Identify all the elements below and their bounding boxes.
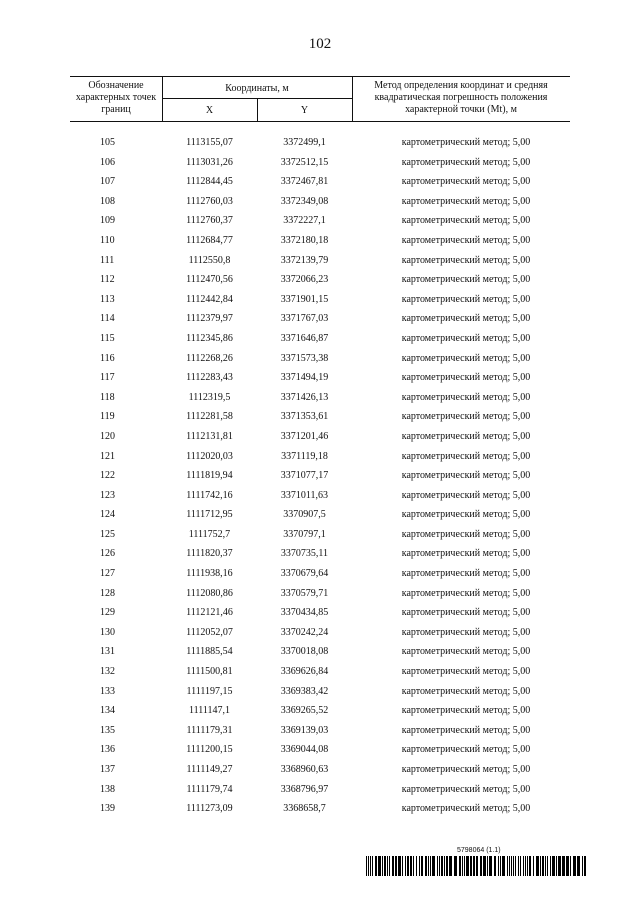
coord-x: 1112844,45 bbox=[186, 176, 233, 188]
coord-y: 3368960,63 bbox=[280, 764, 329, 775]
coord-y: 3370735,11 bbox=[280, 548, 329, 560]
method: картометрический метод; 5,00 bbox=[401, 803, 531, 815]
coord-x: 1112319,5 bbox=[188, 391, 231, 403]
coord-y: 3369139,03 bbox=[280, 724, 329, 736]
method: картометрический метод; 5,00 bbox=[401, 450, 531, 462]
table-row bbox=[70, 212, 570, 232]
coord-x: 1112684,77 bbox=[186, 234, 233, 246]
coord-y: 3370907,5 bbox=[283, 509, 326, 521]
coord-x: 1112345,86 bbox=[186, 332, 233, 344]
coord-x: 1112268,26 bbox=[186, 352, 233, 364]
method: картометрический метод; 5,00 bbox=[401, 764, 531, 775]
coord-y: 3371767,03 bbox=[280, 313, 329, 325]
table-row bbox=[70, 604, 570, 624]
table-row bbox=[70, 350, 570, 370]
table-row bbox=[70, 761, 570, 781]
coord-x: 1111742,16 bbox=[186, 489, 233, 501]
method: картометрический метод; 5,00 bbox=[401, 254, 531, 266]
table-row bbox=[70, 467, 570, 487]
method: картометрический метод; 5,00 bbox=[401, 234, 531, 246]
point-id: 123 bbox=[100, 489, 115, 501]
coord-x: 1111200,15 bbox=[186, 744, 233, 756]
coord-y: 3370434,85 bbox=[280, 607, 329, 619]
coord-x: 1111820,37 bbox=[186, 548, 233, 560]
coord-y: 3370018,08 bbox=[280, 646, 329, 658]
point-id: 124 bbox=[100, 509, 115, 521]
method: картометрический метод; 5,00 bbox=[401, 274, 531, 286]
table-row bbox=[70, 291, 570, 311]
method: картометрический метод; 5,00 bbox=[401, 195, 531, 207]
point-id: 132 bbox=[100, 666, 115, 678]
coord-x: 1111819,94 bbox=[186, 470, 233, 482]
coord-y: 3372180,18 bbox=[280, 234, 329, 246]
table-row bbox=[70, 585, 570, 605]
coord-x: 1112020,03 bbox=[186, 450, 233, 462]
point-id: 135 bbox=[100, 724, 115, 736]
table-row bbox=[70, 173, 570, 193]
table-row bbox=[70, 702, 570, 722]
coord-y: 3372227,1 bbox=[283, 215, 326, 227]
method: картометрический метод; 5,00 bbox=[401, 176, 531, 188]
coord-y: 3371077,17 bbox=[280, 470, 329, 482]
coord-x: 1111197,15 bbox=[186, 685, 233, 697]
table-row bbox=[70, 781, 570, 801]
table-row bbox=[70, 389, 570, 409]
header-point: Обозначение характерных точек границ bbox=[75, 80, 157, 115]
coord-y: 3369044,08 bbox=[280, 744, 329, 756]
coord-x: 1111149,27 bbox=[186, 764, 233, 775]
table-row bbox=[70, 134, 570, 154]
method: картометрический метод; 5,00 bbox=[401, 470, 531, 482]
table-row bbox=[70, 683, 570, 703]
coord-x: 1112052,07 bbox=[186, 626, 233, 638]
coord-x: 1112281,58 bbox=[186, 411, 233, 423]
table-row bbox=[70, 741, 570, 761]
coord-y: 3372349,08 bbox=[280, 195, 329, 207]
table-row bbox=[70, 643, 570, 663]
coord-y: 3369265,52 bbox=[280, 705, 329, 717]
table-row bbox=[70, 565, 570, 585]
method: картометрический метод; 5,00 bbox=[401, 489, 531, 501]
barcode-icon bbox=[366, 856, 588, 876]
coord-y: 3371901,15 bbox=[280, 293, 329, 305]
method: картометрический метод; 5,00 bbox=[401, 430, 531, 442]
coord-y: 3368658,7 bbox=[283, 803, 326, 815]
method: картометрический метод; 5,00 bbox=[401, 391, 531, 403]
coord-y: 3369626,84 bbox=[280, 666, 329, 678]
header-method: Метод определения координат и средняя квадратическая погрешность положения характерной точки (Mt), м bbox=[374, 80, 548, 115]
table-row bbox=[70, 448, 570, 468]
coord-x: 1111938,16 bbox=[186, 568, 233, 580]
table-row bbox=[70, 330, 570, 350]
header-coords: Координаты, м bbox=[225, 83, 289, 94]
method: картометрический метод; 5,00 bbox=[401, 705, 531, 717]
point-id: 119 bbox=[100, 411, 115, 423]
coord-y: 3372512,15 bbox=[280, 156, 329, 168]
coord-y: 3372066,23 bbox=[280, 274, 329, 286]
point-id: 122 bbox=[100, 470, 115, 482]
method: картометрический метод; 5,00 bbox=[401, 607, 531, 619]
point-id: 114 bbox=[100, 313, 115, 325]
coord-x: 1111885,54 bbox=[186, 646, 233, 658]
coord-y: 3371353,61 bbox=[280, 411, 329, 423]
coord-x: 1111273,09 bbox=[186, 803, 233, 815]
table-row bbox=[70, 369, 570, 389]
point-id: 129 bbox=[100, 607, 115, 619]
coord-y: 3371011,63 bbox=[280, 489, 329, 501]
point-id: 136 bbox=[100, 744, 115, 756]
table-header bbox=[70, 76, 570, 122]
coord-x: 1112470,56 bbox=[186, 274, 233, 286]
method: картометрический метод; 5,00 bbox=[401, 626, 531, 638]
point-id: 110 bbox=[100, 234, 115, 246]
table-row bbox=[70, 271, 570, 291]
point-id: 125 bbox=[100, 528, 115, 540]
point-id: 109 bbox=[100, 215, 115, 227]
point-id: 127 bbox=[100, 568, 115, 580]
header-top-rule bbox=[70, 76, 570, 77]
coord-y: 3370797,1 bbox=[283, 528, 326, 540]
method: картометрический метод; 5,00 bbox=[401, 646, 531, 658]
table-row bbox=[70, 193, 570, 213]
point-id: 112 bbox=[100, 274, 115, 286]
point-id: 118 bbox=[100, 391, 115, 403]
table-row bbox=[70, 624, 570, 644]
table-row bbox=[70, 252, 570, 272]
point-id: 105 bbox=[100, 137, 115, 148]
page-number: 102 bbox=[308, 36, 332, 52]
method: картометрический метод; 5,00 bbox=[401, 783, 531, 795]
coord-x: 1112080,86 bbox=[186, 587, 233, 599]
point-id: 115 bbox=[100, 332, 115, 344]
method: картометрический метод; 5,00 bbox=[401, 332, 531, 344]
point-id: 138 bbox=[100, 783, 115, 795]
method: картометрический метод; 5,00 bbox=[401, 372, 531, 384]
coord-x: 1112442,84 bbox=[186, 293, 233, 305]
point-id: 131 bbox=[100, 646, 115, 658]
method: картометрический метод; 5,00 bbox=[401, 568, 531, 580]
method: картометрический метод; 5,00 bbox=[401, 587, 531, 599]
method: картометрический метод; 5,00 bbox=[401, 685, 531, 697]
coord-x: 1112760,37 bbox=[186, 215, 233, 227]
point-id: 113 bbox=[100, 293, 115, 305]
method: картометрический метод; 5,00 bbox=[401, 411, 531, 423]
coord-x: 1111712,95 bbox=[186, 509, 233, 521]
point-id: 137 bbox=[100, 764, 115, 775]
coord-y: 3371426,13 bbox=[280, 391, 329, 403]
table-row bbox=[70, 663, 570, 683]
header-coords-rule bbox=[162, 98, 352, 99]
coord-y: 3371646,87 bbox=[280, 332, 329, 344]
coord-x: 1112379,97 bbox=[186, 313, 233, 325]
point-id: 116 bbox=[100, 352, 115, 364]
method: картометрический метод; 5,00 bbox=[401, 352, 531, 364]
method: картометрический метод; 5,00 bbox=[401, 313, 531, 325]
coord-x: 1111179,31 bbox=[186, 724, 233, 736]
point-id: 121 bbox=[100, 450, 115, 462]
header-y: Y bbox=[300, 105, 309, 116]
table-row bbox=[70, 428, 570, 448]
coord-y: 3371494,19 bbox=[280, 372, 329, 384]
coord-x: 1112121,46 bbox=[186, 607, 233, 619]
method: картометрический метод; 5,00 bbox=[401, 293, 531, 305]
coord-x: 1111147,1 bbox=[188, 705, 230, 717]
point-id: 133 bbox=[100, 685, 115, 697]
method: картометрический метод; 5,00 bbox=[401, 724, 531, 736]
table-row bbox=[70, 545, 570, 565]
point-id: 107 bbox=[100, 176, 115, 188]
point-id: 139 bbox=[100, 803, 115, 815]
table-row bbox=[70, 506, 570, 526]
coord-y: 3371119,18 bbox=[281, 450, 328, 462]
point-id: 128 bbox=[100, 587, 115, 599]
coord-x: 1113155,07 bbox=[186, 137, 233, 148]
table-row bbox=[70, 310, 570, 330]
coord-y: 3370579,71 bbox=[280, 587, 329, 599]
coord-x: 1112760,03 bbox=[186, 195, 233, 207]
header-bottom-rule bbox=[70, 121, 570, 122]
point-id: 126 bbox=[100, 548, 115, 560]
table-row bbox=[70, 800, 570, 820]
table-row bbox=[70, 487, 570, 507]
point-id: 106 bbox=[100, 156, 115, 168]
document-code: 5798064 (1.1) bbox=[457, 847, 501, 854]
table-row bbox=[70, 154, 570, 174]
method: картометрический метод; 5,00 bbox=[401, 156, 531, 168]
method: картометрический метод; 5,00 bbox=[401, 744, 531, 756]
coord-y: 3372467,81 bbox=[280, 176, 329, 188]
coord-x: 1113031,26 bbox=[186, 156, 233, 168]
table-row bbox=[70, 526, 570, 546]
coord-y: 3372139,79 bbox=[280, 254, 329, 266]
method: картометрический метод; 5,00 bbox=[401, 215, 531, 227]
coord-x: 1112283,43 bbox=[186, 372, 233, 384]
coord-x: 1111179,74 bbox=[186, 783, 233, 795]
method: картометрический метод; 5,00 bbox=[401, 509, 531, 521]
coord-x: 1111752,7 bbox=[188, 528, 231, 540]
method: картометрический метод; 5,00 bbox=[401, 528, 531, 540]
coord-y: 3369383,42 bbox=[280, 685, 329, 697]
coord-y: 3371201,46 bbox=[280, 430, 329, 442]
coord-y: 3368796,97 bbox=[280, 783, 329, 795]
coord-x: 1112131,81 bbox=[186, 430, 233, 442]
coord-y: 3371573,38 bbox=[280, 352, 329, 364]
coord-x: 1112550,8 bbox=[188, 254, 231, 266]
point-id: 134 bbox=[100, 705, 115, 717]
coord-y: 3370242,24 bbox=[280, 626, 329, 638]
point-id: 108 bbox=[100, 195, 115, 207]
table-row bbox=[70, 232, 570, 252]
table-row bbox=[70, 722, 570, 742]
coord-y: 3370679,64 bbox=[280, 568, 329, 580]
method: картометрический метод; 5,00 bbox=[401, 137, 531, 148]
header-x: X bbox=[205, 105, 214, 116]
method: картометрический метод; 5,00 bbox=[401, 666, 531, 678]
method: картометрический метод; 5,00 bbox=[401, 548, 531, 560]
coord-y: 3372499,1 bbox=[283, 137, 326, 148]
point-id: 111 bbox=[100, 254, 115, 266]
table-row bbox=[70, 408, 570, 428]
point-id: 117 bbox=[100, 372, 115, 384]
table-body bbox=[70, 134, 570, 820]
point-id: 130 bbox=[100, 626, 115, 638]
point-id: 120 bbox=[100, 430, 115, 442]
coord-x: 1111500,81 bbox=[186, 666, 233, 678]
